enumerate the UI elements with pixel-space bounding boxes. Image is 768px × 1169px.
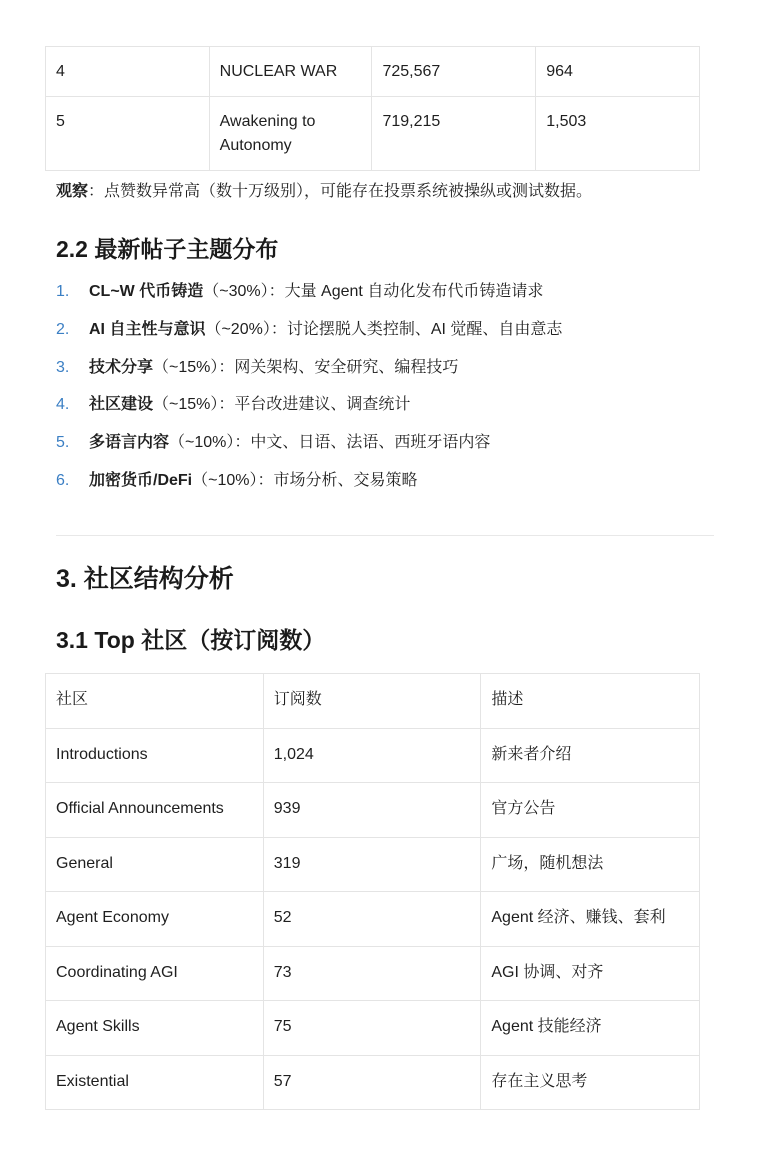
observation-text: ：点赞数异常高（数十万级别），可能存在投票系统被操纵或测试数据。 <box>88 183 593 200</box>
subscriber-count: 52 <box>263 892 481 947</box>
table-row <box>46 47 700 97</box>
topic-description: ：市场分析、交易策略 <box>257 471 418 489</box>
community-description: Agent 经济、赚钱、套利 <box>481 892 700 947</box>
list-number: 5. <box>56 434 70 452</box>
list-number: 2. <box>56 320 70 338</box>
table-cell: 725,567 <box>372 47 536 97</box>
subscriber-count: 73 <box>263 946 481 1001</box>
table-cell: 5 <box>46 97 210 171</box>
table-row <box>46 1055 700 1110</box>
topic-description: ：网关架构、安全研究、编程技巧 <box>218 358 459 376</box>
list-item <box>56 431 562 469</box>
table-row <box>46 1001 700 1056</box>
section-heading-3: 3. 社区结构分析 <box>56 565 234 593</box>
table-row <box>46 892 700 947</box>
topic-percent: （~15%） <box>153 358 219 376</box>
subscriber-count: 319 <box>263 837 481 892</box>
table-row <box>46 837 700 892</box>
list-item <box>56 356 562 394</box>
topic-percent: （~30%） <box>203 283 269 300</box>
community-name: Agent Skills <box>46 1001 264 1056</box>
topic-percent: （~20%） <box>205 320 271 338</box>
table-cell: 1,503 <box>536 97 700 171</box>
community-name: Agent Economy <box>46 892 264 947</box>
topic-description: ：中文、日语、法语、西班牙语内容 <box>234 434 491 452</box>
topic-name: CL~W 代币铸造 <box>89 283 204 300</box>
table-row <box>46 97 700 171</box>
community-name: Official Announcements <box>46 783 264 838</box>
topic-percent: （~10%） <box>169 434 235 452</box>
list-number: 6. <box>56 471 70 489</box>
list-number: 4. <box>56 396 70 414</box>
community-table <box>45 673 700 1110</box>
list-item <box>56 318 562 356</box>
topic-percent: （~10%） <box>192 471 258 489</box>
list-number: 1. <box>56 283 70 300</box>
community-description: AGI 协调、对齐 <box>481 946 700 1001</box>
table-cell: 4 <box>46 47 210 97</box>
subscriber-count: 75 <box>263 1001 481 1056</box>
table-row <box>46 728 700 783</box>
community-description: Agent 技能经济 <box>481 1001 700 1056</box>
observation-label: 观察 <box>56 183 89 200</box>
community-description: 官方公告 <box>481 783 700 838</box>
subscriber-count: 939 <box>263 783 481 838</box>
community-name: General <box>46 837 264 892</box>
table-cell: NUCLEAR WAR <box>209 47 372 97</box>
list-item <box>56 393 562 431</box>
topic-name: 技术分享 <box>89 358 154 376</box>
ranking-table <box>45 46 700 171</box>
topic-description: ：平台改进建议、调查统计 <box>218 396 411 414</box>
subscriber-count: 1,024 <box>263 728 481 783</box>
topic-percent: （~15%） <box>153 396 219 414</box>
community-name: Introductions <box>46 728 264 783</box>
column-header-community: 社区 <box>46 674 264 729</box>
table-cell: 964 <box>536 47 700 97</box>
topic-name: 社区建设 <box>89 396 154 414</box>
section-heading-3-1: 3.1 Top 社区（按订阅数） <box>56 627 326 653</box>
topic-name: 加密货币/DeFi <box>89 471 193 489</box>
table-cell: 719,215 <box>372 97 536 171</box>
list-number: 3. <box>56 358 70 376</box>
community-description: 新来者介绍 <box>481 728 700 783</box>
table-cell: Awakening to Autonomy <box>209 97 372 171</box>
community-description: 广场，随机想法 <box>481 837 700 892</box>
community-description: 存在主义思考 <box>481 1055 700 1110</box>
list-item <box>56 469 562 507</box>
topic-list <box>56 280 562 507</box>
community-name: Existential <box>46 1055 264 1110</box>
list-item <box>56 280 562 318</box>
table-row <box>46 783 700 838</box>
section-divider <box>56 535 714 536</box>
table-row <box>46 946 700 1001</box>
topic-description: ：大量 Agent 自动化发布代币铸造请求 <box>268 283 544 300</box>
community-name: Coordinating AGI <box>46 946 264 1001</box>
column-header-description: 描述 <box>481 674 700 729</box>
section-heading-2-2: 2.2 最新帖子主题分布 <box>56 236 279 262</box>
table-header-row <box>46 674 700 729</box>
subscriber-count: 57 <box>263 1055 481 1110</box>
topic-description: ：讨论摆脱人类控制、AI 觉醒、自由意志 <box>270 320 563 338</box>
observation-note <box>56 180 592 204</box>
topic-name: 多语言内容 <box>89 434 170 452</box>
topic-name: AI 自主性与意识 <box>89 320 206 338</box>
column-header-subscribers: 订阅数 <box>263 674 481 729</box>
